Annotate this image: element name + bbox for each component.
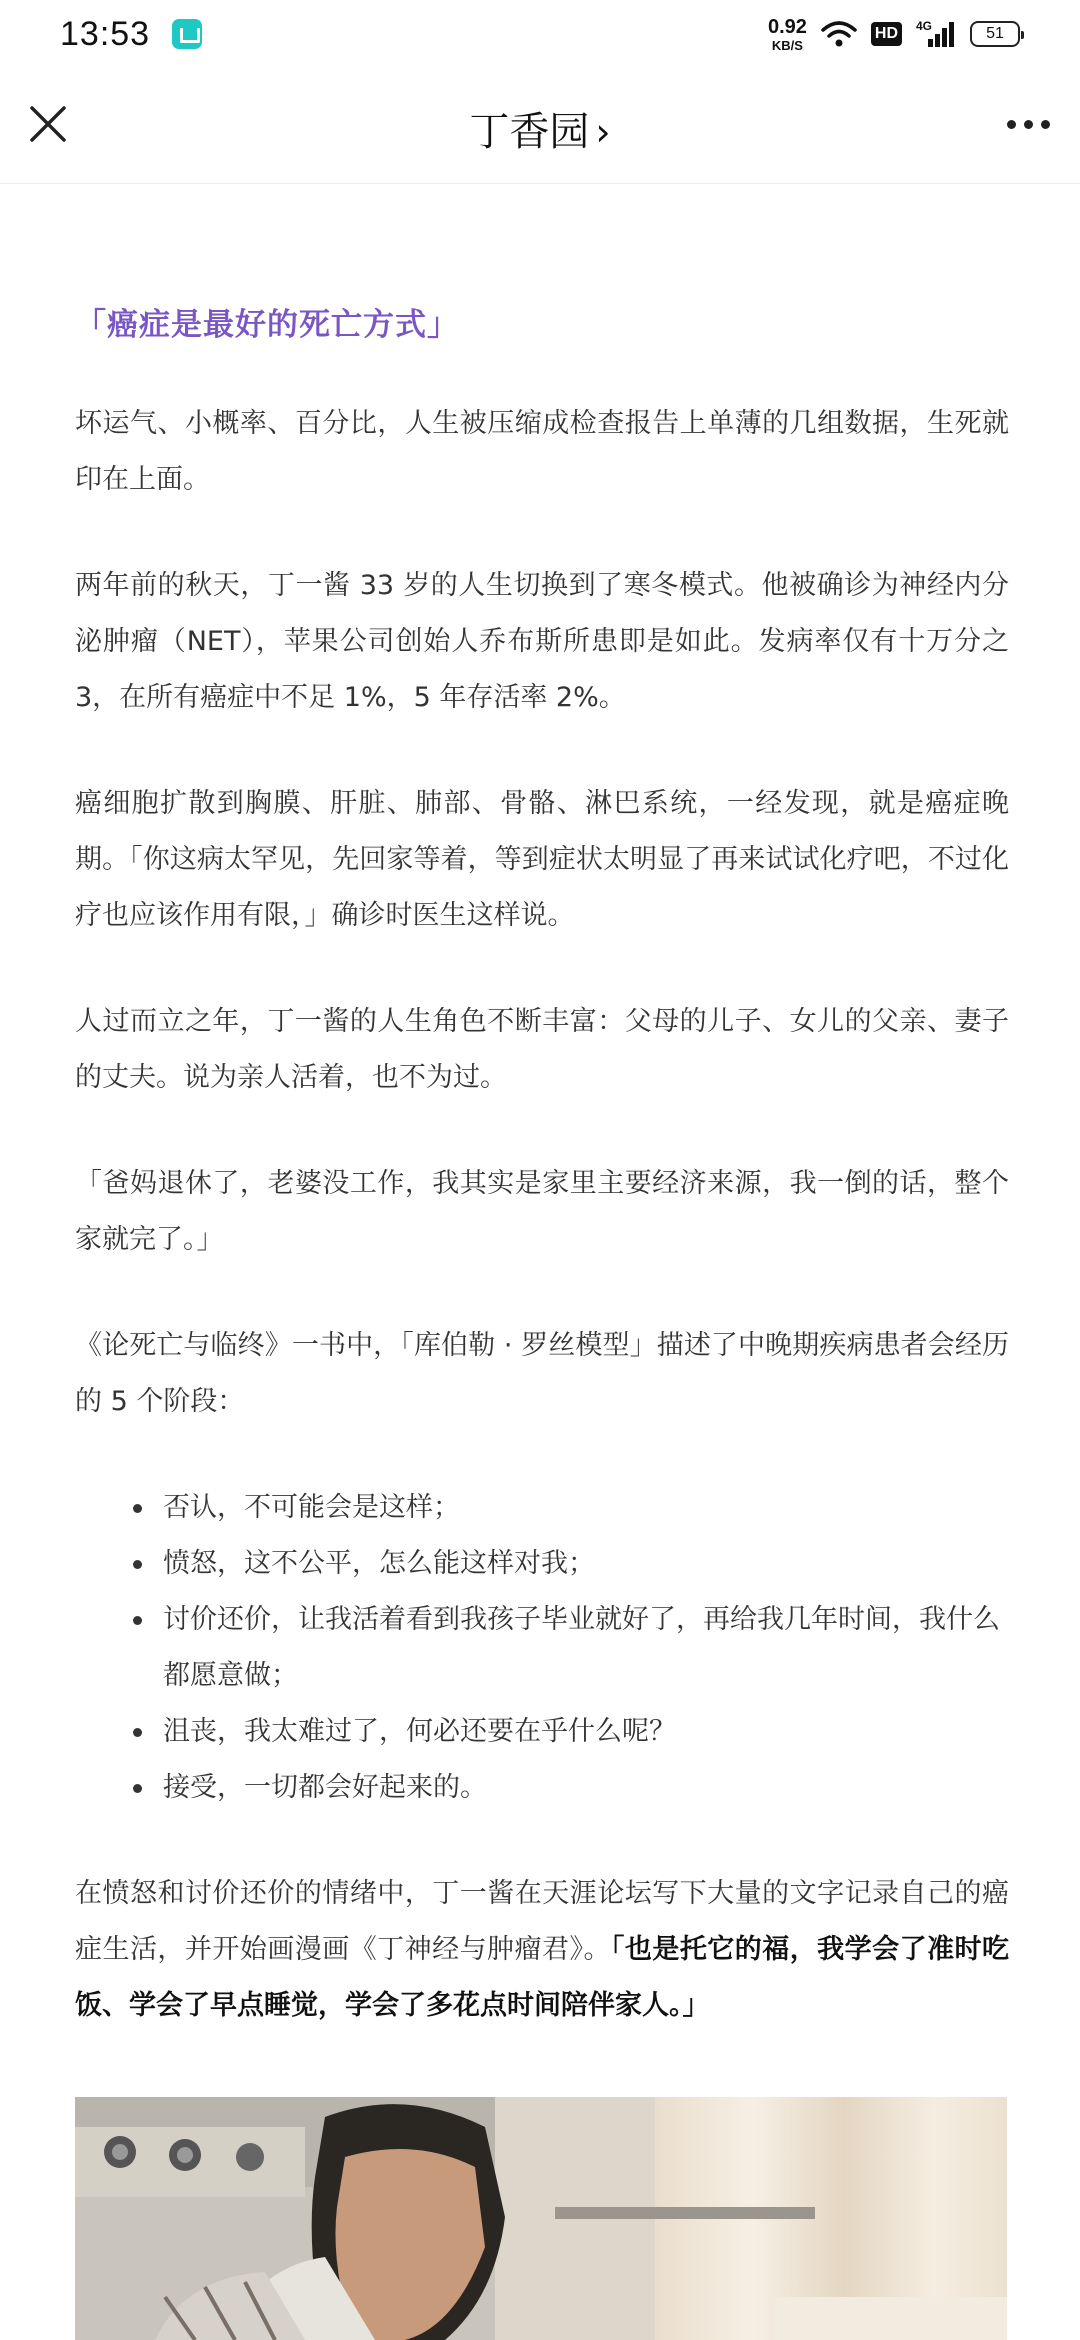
- paragraph-4: 人过而立之年，丁一酱的人生角色不断丰富：父母的儿子、女儿的父亲、妻子的丈夫。说为亲人活着，也不为过。: [75, 1006, 1009, 1093]
- chevron-right-icon: ›: [595, 110, 611, 154]
- quote-paragraph: 「爸妈退休了，老婆没工作，我其实是家里主要经济来源，我一倒的话，整个家就完了。」: [75, 1168, 1009, 1255]
- network-type-label: 4G: [916, 19, 933, 33]
- network-speed: [768, 17, 807, 52]
- signal-icon: [916, 19, 956, 49]
- list-item: 否认，不可能会是这样；: [133, 1480, 1009, 1536]
- network-speed-value: 0.92: [767, 15, 807, 38]
- list-item: 讨价还价，让我活着看到我孩子毕业就好了，再给我几年时间，我什么都愿意做；: [133, 1592, 1009, 1704]
- paragraph-7: [75, 1866, 1009, 2034]
- hd-badge: HD: [871, 22, 902, 46]
- more-options-icon[interactable]: [1007, 120, 1050, 129]
- list-item: 沮丧，我太难过了，何必还要在乎什么呢？: [133, 1704, 1009, 1760]
- page-title[interactable]: [0, 100, 1080, 157]
- wifi-icon: [821, 20, 857, 48]
- article-photo[interactable]: [75, 2097, 1007, 2340]
- paragraph-7-bold-quote: 「也是托它的福，我学会了准时吃饭、学会了早点睡觉，学会了多花点时间陪伴家人。」: [75, 1934, 1010, 2021]
- battery-icon: 51: [970, 21, 1020, 47]
- status-time: 13:53: [60, 14, 151, 53]
- home-app-icon: [172, 19, 202, 49]
- list-item: 愤怒，这不公平，怎么能这样对我；: [133, 1536, 1009, 1592]
- section-heading: 「癌症是最好的死亡方式」: [75, 307, 459, 343]
- paragraph-2: 两年前的秋天，丁一酱 33 岁的人生切换到了寒冬模式。他被确诊为神经内分泌肿瘤（NET），苹果公司创始人乔布斯所患即是如此。发病率仅有十万分之 3，在所有癌症中不足 1%，5 年存活率 2%。: [75, 570, 1009, 713]
- paragraph-1: 坏运气、小概率、百分比，人生被压缩成检查报告上单薄的几组数据，生死就印在上面。: [75, 408, 1009, 495]
- article-content: [75, 184, 1009, 2034]
- status-icons: [768, 17, 1020, 52]
- stages-list: [75, 1480, 1009, 1816]
- page-title-text: 丁香园: [469, 109, 590, 155]
- list-item: 接受，一切都会好起来的。: [133, 1760, 1009, 1816]
- paragraph-7-text: 在愤怒和讨价还价的情绪中，丁一酱在天涯论坛写下大量的文字记录自己的癌症生活，并开始画漫画《丁神经与肿瘤君》。: [75, 1878, 1009, 1965]
- nav-bar: [0, 68, 1080, 184]
- paragraph-3: 癌细胞扩散到胸膜、肝脏、肺部、骨骼、淋巴系统，一经发现，就是癌症晚期。「你这病太罕见，先回家等着，等到症状太明显了再来试试化疗吧，不过化疗也应该作用有限，」确诊时医生这样说。: [75, 788, 1009, 931]
- paragraph-6: 《论死亡与临终》一书中，「库伯勒 · 罗丝模型」描述了中晚期疾病患者会经历的 5 个阶段：: [75, 1330, 1009, 1417]
- photo-illustration: [75, 2097, 1007, 2340]
- status-bar: [0, 0, 1080, 68]
- network-speed-unit: KB/S: [771, 37, 803, 53]
